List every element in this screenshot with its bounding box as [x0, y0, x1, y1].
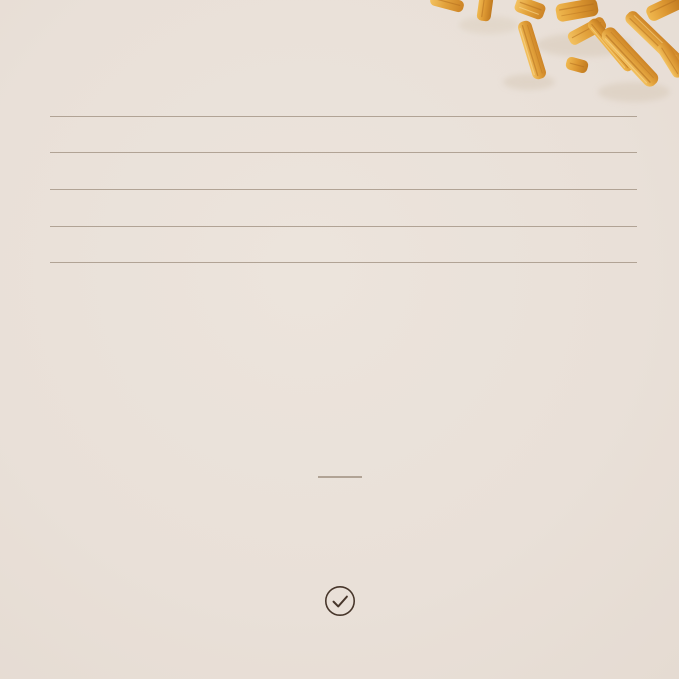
- leader-line: [50, 226, 637, 227]
- leader-line: [50, 152, 637, 153]
- leader-line: [50, 116, 637, 117]
- analysis-row-moisture: [36, 202, 649, 239]
- check-seal-icon: [317, 578, 363, 624]
- guaranteed-analysis-table: [36, 92, 649, 275]
- leader-line: [50, 262, 637, 263]
- leader-line: [50, 189, 637, 190]
- analysis-row-ash: [36, 238, 649, 275]
- analysis-row-crude-fat: [36, 129, 649, 166]
- analysis-row-crude-protein: [36, 92, 649, 129]
- section-divider: [318, 476, 362, 478]
- crumb-speckles-bottom-left: [0, 514, 270, 679]
- analysis-row-crude-fiber: [36, 165, 649, 202]
